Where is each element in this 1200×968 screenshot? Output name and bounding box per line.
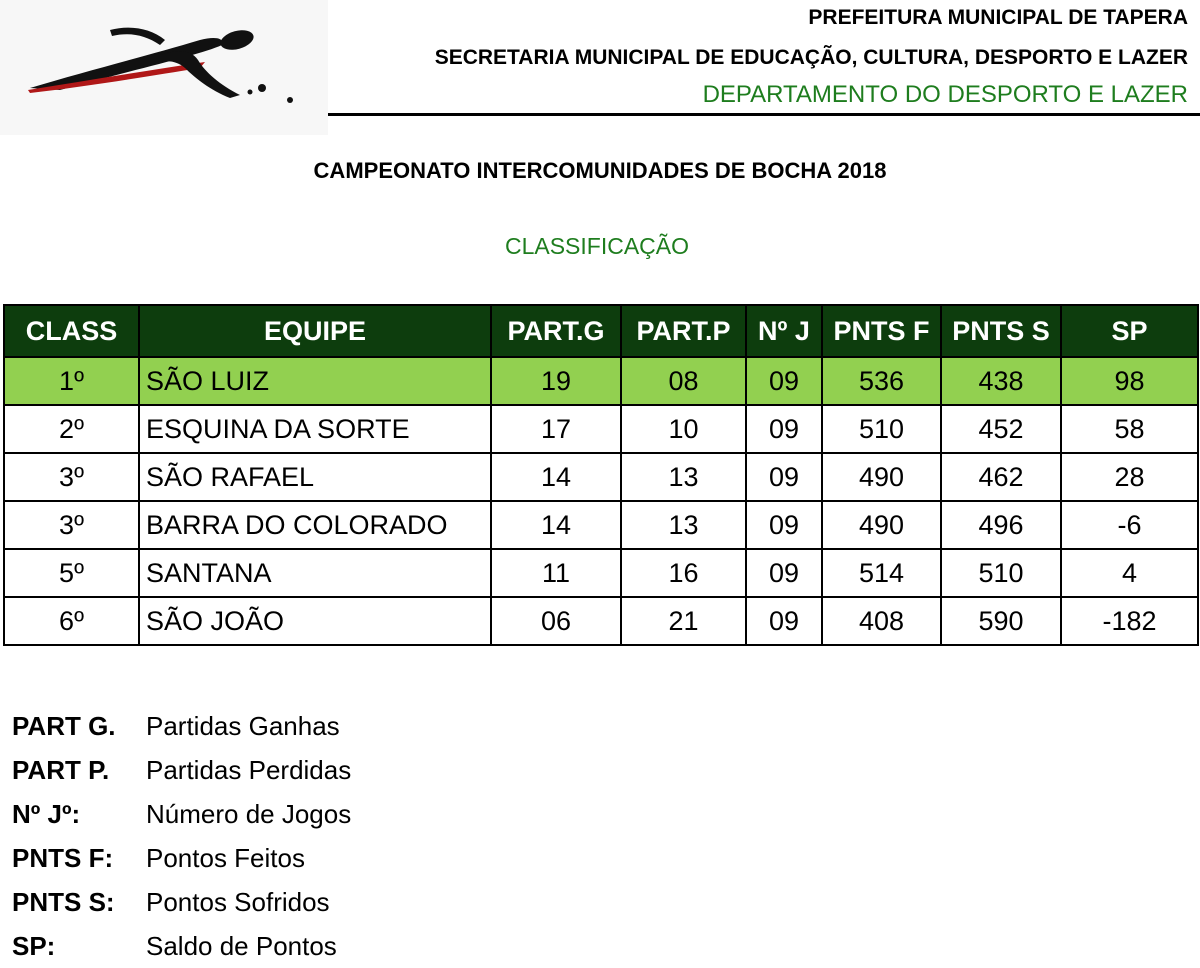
legend-desc: Partidas Perdidas (146, 754, 352, 785)
table-row (4, 549, 1198, 597)
cell-team: SANTANA (139, 549, 491, 597)
cell-team: SÃO RAFAEL (139, 453, 491, 501)
table-row (4, 597, 1198, 645)
column-header: PNTS F (822, 305, 941, 357)
cell-pnts-s: 496 (941, 501, 1061, 549)
table-header-row (4, 305, 1198, 357)
legend-abbr: PART P. (12, 754, 110, 785)
cell-class: 2º (4, 405, 139, 453)
cell-sp: 98 (1061, 357, 1198, 405)
cell-pnts-f: 490 (822, 453, 941, 501)
cell-pnts-f: 408 (822, 597, 941, 645)
cell-part-g: 06 (491, 597, 621, 645)
cell-class: 1º (4, 357, 139, 405)
cell-team: SÃO LUIZ (139, 357, 491, 405)
legend-item (12, 924, 351, 968)
cell-part-p: 10 (621, 405, 746, 453)
cell-class: 5º (4, 549, 139, 597)
legend-desc: Partidas Ganhas (146, 710, 340, 741)
cell-sp: 58 (1061, 405, 1198, 453)
legend-abbr: PNTS S: (12, 886, 115, 917)
legend-abbr: SP: (12, 930, 56, 961)
column-header: PNTS S (941, 305, 1061, 357)
cell-pnts-f: 490 (822, 501, 941, 549)
legend (12, 704, 351, 968)
column-header: PART.G (491, 305, 621, 357)
cell-part-p: 13 (621, 501, 746, 549)
page-subtitle: CLASSIFICAÇÃO (504, 233, 690, 259)
legend-item (12, 704, 351, 748)
cell-pnts-s: 438 (941, 357, 1061, 405)
legend-desc: Pontos Sofridos (146, 886, 330, 917)
legend-abbr: PNTS F: (12, 842, 114, 873)
cell-pnts-s: 452 (941, 405, 1061, 453)
legend-abbr: Nº Jº: (12, 798, 81, 829)
legend-item (12, 748, 351, 792)
legend-item (12, 836, 351, 880)
cell-team: BARRA DO COLORADO (139, 501, 491, 549)
cell-team: ESQUINA DA SORTE (139, 405, 491, 453)
cell-class: 3º (4, 453, 139, 501)
cell-pnts-f: 536 (822, 357, 941, 405)
cell-pnts-f: 514 (822, 549, 941, 597)
legend-desc: Pontos Feitos (146, 842, 305, 873)
cell-part-p: 13 (621, 453, 746, 501)
legend-desc: Saldo de Pontos (146, 930, 337, 961)
cell-games: 09 (746, 501, 822, 549)
cell-team: SÃO JOÃO (139, 597, 491, 645)
cell-class: 3º (4, 501, 139, 549)
cell-class: 6º (4, 597, 139, 645)
cell-games: 09 (746, 597, 822, 645)
cell-games: 09 (746, 549, 822, 597)
cell-part-g: 14 (491, 453, 621, 501)
cell-sp: 4 (1061, 549, 1198, 597)
cell-part-p: 21 (621, 597, 746, 645)
cell-sp: -6 (1061, 501, 1198, 549)
legend-abbr: PART G. (12, 710, 116, 741)
header-prefeitura: PREFEITURA MUNICIPAL DE TAPERA (808, 6, 1188, 29)
classification-table (3, 304, 1199, 646)
cell-part-p: 08 (621, 357, 746, 405)
table-row (4, 405, 1198, 453)
column-header: CLASS (4, 305, 139, 357)
column-header: SP (1061, 305, 1198, 357)
cell-part-g: 11 (491, 549, 621, 597)
cell-part-g: 17 (491, 405, 621, 453)
table-row (4, 357, 1198, 405)
page-title: CAMPEONATO INTERCOMUNIDADES DE BOCHA 2018 (313, 158, 887, 183)
header-secretaria: SECRETARIA MUNICIPAL DE EDUCAÇÃO, CULTURA, DESPORTO E LAZER (434, 46, 1188, 69)
column-header: EQUIPE (139, 305, 491, 357)
cell-pnts-s: 510 (941, 549, 1061, 597)
cell-sp: -182 (1061, 597, 1198, 645)
table-row (4, 501, 1198, 549)
header-divider (328, 113, 1200, 116)
cell-pnts-s: 462 (941, 453, 1061, 501)
cell-games: 09 (746, 453, 822, 501)
legend-item (12, 880, 351, 924)
cell-pnts-s: 590 (941, 597, 1061, 645)
legend-item (12, 792, 351, 836)
cell-part-g: 19 (491, 357, 621, 405)
cell-sp: 28 (1061, 453, 1198, 501)
cell-pnts-f: 510 (822, 405, 941, 453)
bocha-player-logo-icon (0, 0, 328, 135)
column-header: PART.P (621, 305, 746, 357)
cell-part-g: 14 (491, 501, 621, 549)
cell-games: 09 (746, 357, 822, 405)
header-departamento: DEPARTAMENTO DO DESPORTO E LAZER (702, 81, 1188, 108)
cell-games: 09 (746, 405, 822, 453)
column-header: Nº J (746, 305, 822, 357)
cell-part-p: 16 (621, 549, 746, 597)
table-row (4, 453, 1198, 501)
legend-desc: Número de Jogos (146, 798, 352, 829)
